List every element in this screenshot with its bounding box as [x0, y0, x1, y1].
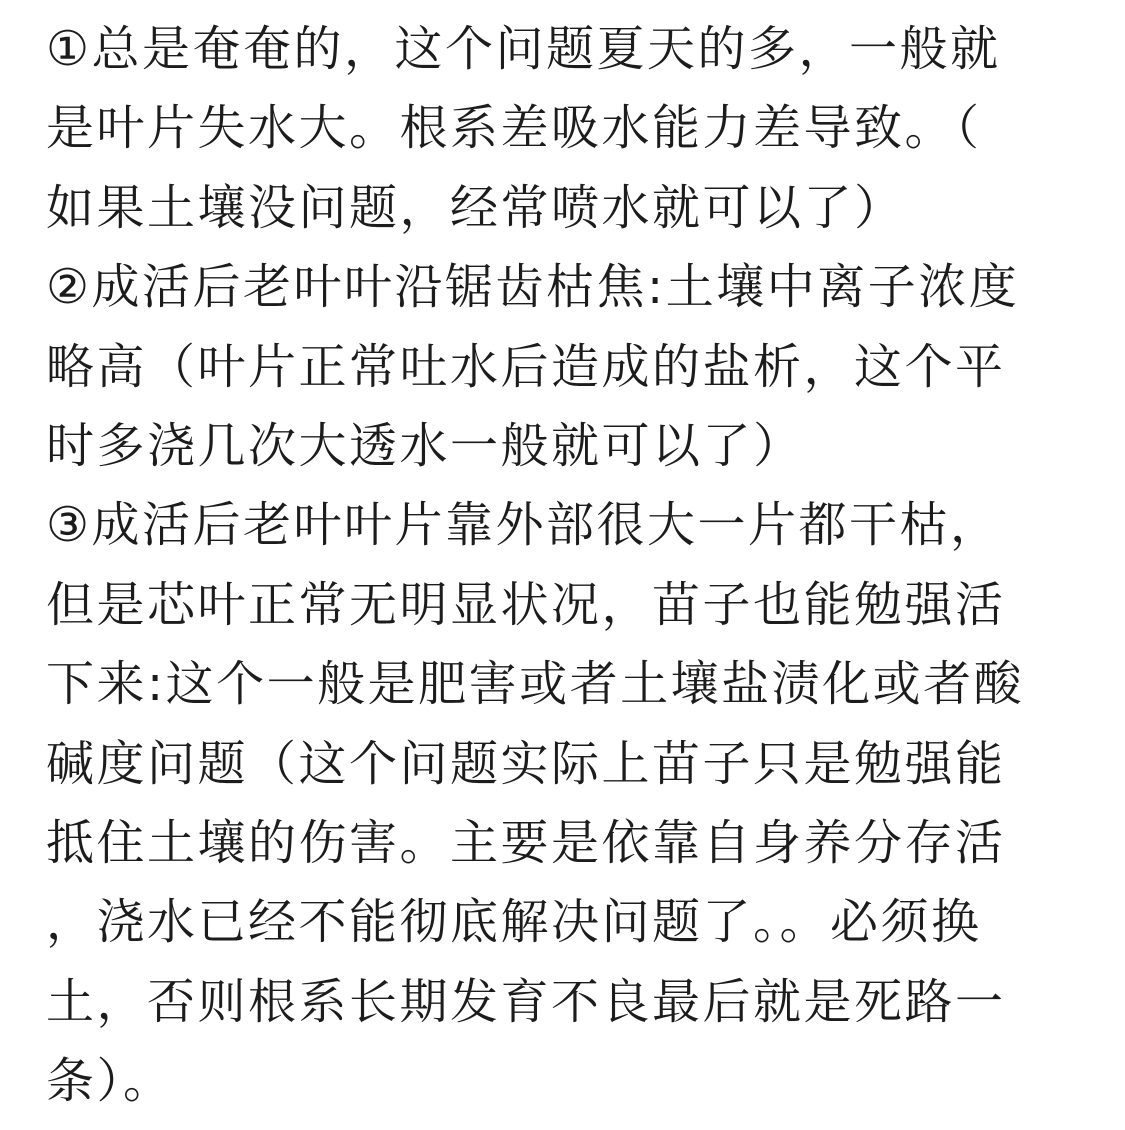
text-line-12: ，浇水已经不能彻底解决问题了。。必须换	[46, 894, 982, 951]
text-line-6: 时多浇几次大透水一般就可以了）	[46, 417, 804, 474]
text-line-13: 土，否则根系长期发育不良最后就是死路一	[46, 973, 1006, 1030]
text-line-1: ①总是奄奄的，这个问题夏天的多，一般就	[46, 21, 1001, 77]
text-line-2: 是叶片失水大。根系差吸水能力差导致。（	[46, 100, 982, 157]
text-line-5: 略高（叶片正常吐水后造成的盐析，这个平	[46, 338, 1006, 395]
text-line-4: ②成活后老叶叶沿锯齿枯焦:土壤中离子浓度	[46, 259, 1020, 316]
document-body	[46, 10, 1086, 1121]
text-line-7: ③成活后老叶叶片靠外部很大一片都干枯，	[46, 497, 1001, 554]
text-line-14: 条）。	[46, 1053, 174, 1110]
text-line-8: 但是芯叶正常无明显状况，苗子也能勉强活	[46, 576, 1006, 633]
text-line-11: 抵住土壤的伤害。主要是依靠自身养分存活	[46, 814, 1006, 871]
text-line-10: 碱度问题（这个问题实际上苗子只是勉强能	[46, 735, 1006, 792]
text-line-9: 下来:这个一般是肥害或者土壤盐渍化或者酸	[46, 656, 1025, 713]
text-line-3: 如果土壤没问题，经常喷水就可以了）	[46, 179, 905, 236]
